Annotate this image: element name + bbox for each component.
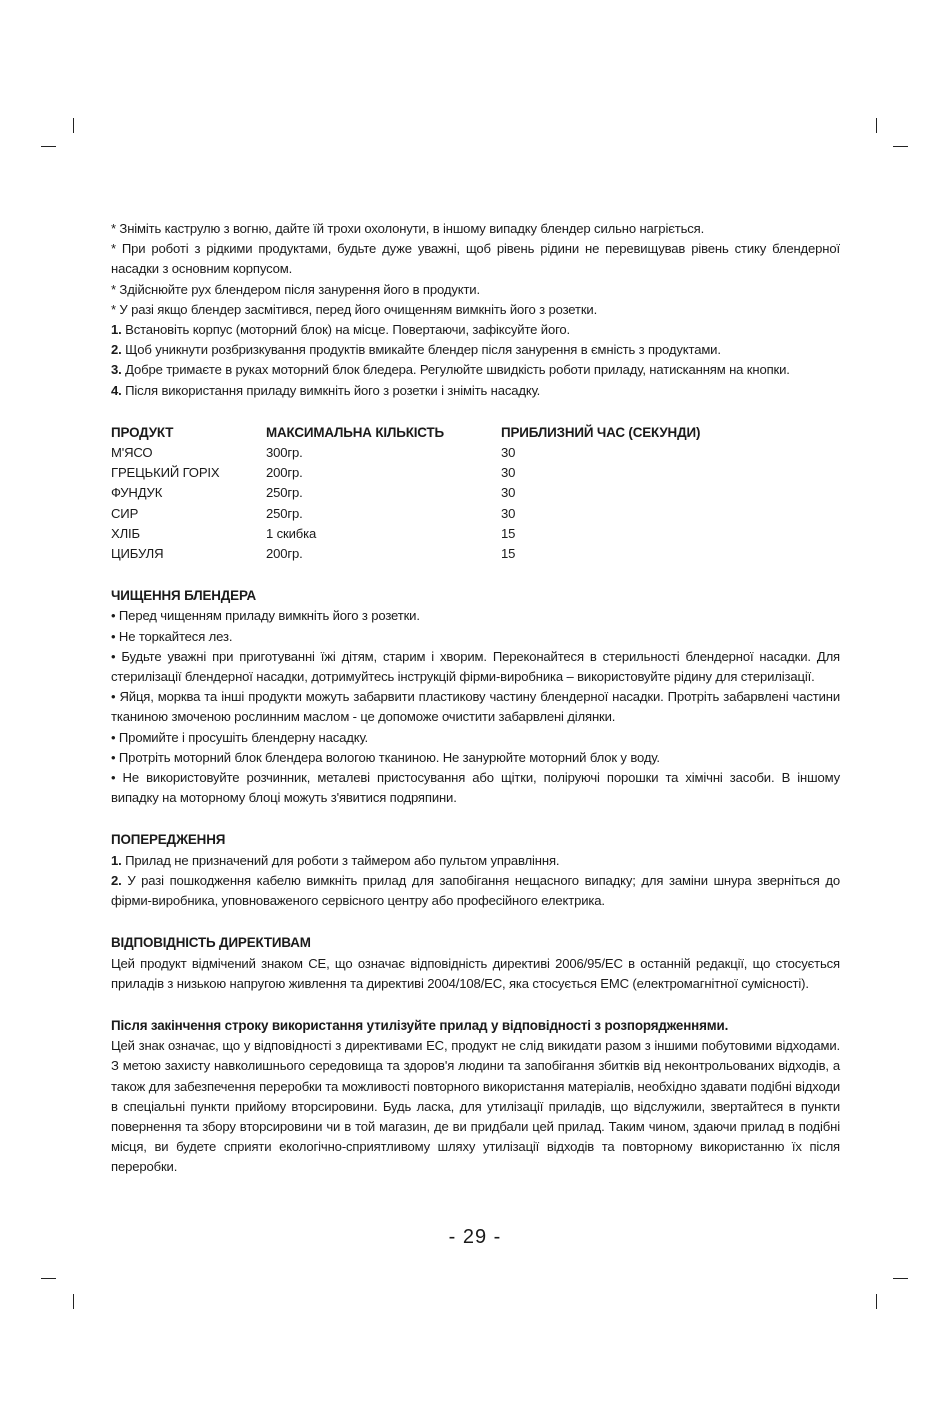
- step-text: Встановіть корпус (моторний блок) на місце. Повертаючи, зафіксуйте його.: [121, 322, 571, 338]
- list-item: • Не торкайтеся лез.: [111, 628, 233, 644]
- crop-mark: [41, 1278, 56, 1279]
- step-text: Щоб уникнути розбризкування продуктів вмикайте блендер після занурення в ємність з продуктами.: [121, 342, 721, 358]
- disposal-section: [111, 1016, 840, 1178]
- paragraph: Цей продукт відмічений знаком СЕ, що означає відповідність директиві 2006/95/ЕС в останній редакції, що стосується приладів з низькою напругою живлення та директиві 2004/108/ЕС, яка стосується ЕМС (електромагнітної сумісності).: [111, 955, 840, 991]
- crop-mark: [73, 118, 74, 133]
- note: * У разі якщо блендер засмітився, перед його очищенням вимкніть його з розетки.: [111, 301, 598, 317]
- section-heading: Після закінчення строку використання утилізуйте прилад у відповідності з розпорядженнями.: [111, 1017, 729, 1033]
- table-row: [111, 544, 840, 564]
- table-cell: ХЛІБ: [111, 525, 140, 541]
- step: [111, 320, 840, 340]
- table-cell: ФУНДУК: [111, 485, 163, 501]
- list-item: • Не використовуйте розчинник, металеві пристосування або щітки, поліруючі порошки та хімічні засоби. В іншому випадку на моторному блоці можуть з'явитися подряпини.: [111, 770, 840, 806]
- crop-mark: [893, 146, 908, 147]
- table-cell: 200гр.: [266, 546, 303, 562]
- note: * Зніміть каструлю з вогню, дайте їй трохи охолонути, в іншому випадку блендер сильно нагріється.: [111, 221, 705, 236]
- warnings-section: [111, 830, 840, 911]
- table-cell: 200гр.: [266, 465, 303, 481]
- page-content: [111, 219, 840, 1178]
- list-item: [111, 871, 840, 911]
- step-text: Після використання приладу вимкніть його з розетки і зніміть насадку.: [121, 382, 541, 398]
- table-cell: 30: [501, 445, 516, 461]
- note: * При роботі з рідкими продуктами, будьте дуже уважні, щоб рівень рідини не перевищував рівень стику блендерної насадки з основним корпусом.: [111, 241, 840, 277]
- compliance-section: [111, 933, 840, 994]
- section-heading: ЧИЩЕННЯ БЛЕНДЕРА: [111, 588, 257, 604]
- step-number: 1.: [111, 322, 122, 338]
- list-item: • Яйця, морква та інші продукти можуть забарвити пластикову частину блендерної насадки. Протріть забарвлені частини тканиною змоченою рослинним маслом - це допоможе очистити забарвлені ділянки.: [111, 689, 840, 725]
- table-header-row: [111, 423, 840, 443]
- step: [111, 381, 840, 401]
- usage-steps: [111, 320, 840, 401]
- crop-mark: [73, 1294, 74, 1309]
- step-number: 2.: [111, 342, 122, 358]
- step-number: 3.: [111, 362, 122, 378]
- step: [111, 360, 840, 380]
- table-cell: 30: [501, 485, 516, 501]
- list-item: [111, 851, 840, 871]
- table-cell: 30: [501, 465, 516, 481]
- crop-mark: [41, 146, 56, 147]
- crop-mark: [893, 1278, 908, 1279]
- table-cell: 15: [501, 525, 516, 541]
- table-row: [111, 504, 840, 524]
- item-number: 2.: [111, 872, 122, 888]
- column-header: ПРИБЛИЗНИЙ ЧАС (СЕКУНДИ): [501, 424, 701, 440]
- section-heading: ПОПЕРЕДЖЕННЯ: [111, 832, 226, 848]
- crop-mark: [876, 1294, 877, 1309]
- list-item: • Будьте уважні при приготуванні їжі дітям, старим і хворим. Переконайтеся в стерильності блендерної насадки. Для стерилізації блендерної насадки, дотримуйтесь інструкцій фірми-виробника – використовуйте рідину для стерилізації.: [111, 648, 840, 685]
- table-cell: 250гр.: [266, 485, 303, 501]
- step-number: 4.: [111, 382, 122, 398]
- step-text: Добре тримаєте в руках моторний блок бледера. Регулюйте швидкість роботи приладу, натисканням на кнопки.: [121, 362, 790, 378]
- step: [111, 340, 840, 360]
- table-cell: СИР: [111, 505, 139, 521]
- crop-mark: [876, 118, 877, 133]
- cleaning-section: [111, 586, 840, 808]
- paragraph: Цей знак означає, що у відповідності з директивами ЕС, продукт не слід викидати разом з іншими побутовими відходами. З метою захисту навколишнього середовища та здоров'я людини та запобігання збитків від неконтрольованих відходів, а також для забезпечення переробки та можливості повторного використання матеріалів, необхідно здавати подібні відходи в спеціальні пункти прийому вторсировини. Будь ласка, для утилізації приладів, що відслужили, звертайтеся в пункти повернення та збору вторсировини чи в той магазин, де ви придбали цей прилад. Таким чином, здаючи прилад в подібні місця, ви будете сприяти екологічно-сприятливому шляху утилізації відходів та повторному використанню їх після переробки.: [111, 1038, 840, 1175]
- item-text: У разі пошкодження кабелю вимкніть прилад для запобігання нещасного випадку; для заміни шнура зверніться до фірми-виробника, уповноваженого сервісного центру або професійного електрика.: [111, 872, 840, 909]
- table-cell: 30: [501, 505, 516, 521]
- table-row: [111, 483, 840, 503]
- table-cell: ГРЕЦЬКИЙ ГОРІХ: [111, 465, 220, 481]
- note: * Здійснюйте рух блендером після занурення його в продукти.: [111, 281, 480, 297]
- list-item: • Протріть моторний блок блендера вологою тканиною. Не занурюйте моторний блок у воду.: [111, 749, 660, 765]
- table-cell: 15: [501, 546, 516, 562]
- section-heading: ВІДПОВІДНІСТЬ ДИРЕКТИВАМ: [111, 935, 311, 951]
- table-cell: 1 скибка: [266, 525, 317, 541]
- table-row: [111, 524, 840, 544]
- page-number: - 29 -: [448, 1226, 502, 1248]
- list-item: • Промийте і просушіть блендерну насадку.: [111, 729, 369, 745]
- column-header: ПРОДУКТ: [111, 424, 174, 440]
- table-cell: 300гр.: [266, 445, 303, 461]
- intro-notes: [111, 219, 840, 320]
- table-cell: 250гр.: [266, 505, 303, 521]
- table-cell: М'ЯСО: [111, 445, 153, 461]
- table-row: [111, 463, 840, 483]
- item-number: 1.: [111, 852, 122, 868]
- table-row: [111, 443, 840, 463]
- item-text: Прилад не призначений для роботи з таймером або пультом управління.: [121, 852, 560, 868]
- column-header: МАКСИМАЛЬНА КІЛЬКІСТЬ: [266, 424, 444, 440]
- list-item: • Перед чищенням приладу вимкніть його з розетки.: [111, 608, 420, 624]
- product-table: [111, 423, 840, 564]
- table-cell: ЦИБУЛЯ: [111, 546, 164, 562]
